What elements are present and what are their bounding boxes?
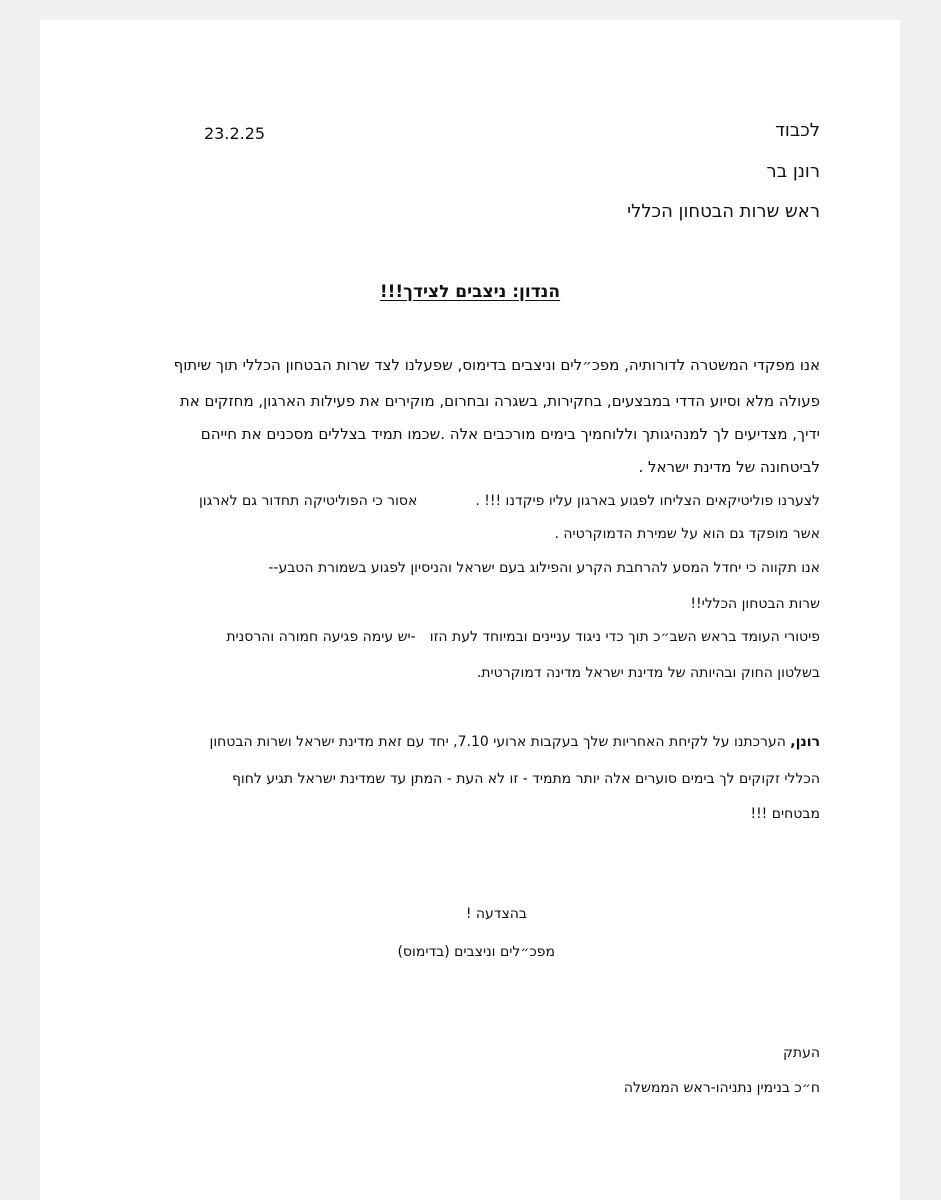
addressee-name: רונן, — [790, 734, 820, 750]
closing: בהצדעה ! — [465, 906, 527, 922]
body-line: ידיך, מצדיעים לך למנהיגותך וללוחמיך בימים מורכבים אלה .שכמו תמיד בצללים מסכנים את חייהם — [200, 425, 820, 443]
body-line: אשר מופקד גם הוא על שמירת הדמוקרטיה . — [554, 526, 820, 542]
cc-recipient: ח״כ בנימין נתניהו-ראש הממשלה — [623, 1080, 820, 1096]
body-line: אנו מפקדי המשטרה לדורותיה, מפכ״לים וניצבים בדימוס, שפעלנו לצד שרות הבטחון הכללי תוך שיתוף — [173, 356, 820, 374]
letter-subject — [40, 282, 900, 302]
letter-page — [40, 20, 900, 1200]
letter-subject-text: הנדון: ניצבים לצידך!!! — [379, 282, 561, 302]
body-line — [210, 734, 820, 750]
body-fragment: הערכתנו על לקיחת האחריות שלך בעקבות ארועי 7.10, יחד עם זאת מדינת ישראל ושרות הבטחון — [209, 734, 791, 750]
body-fragment: אסור כי הפוליטיקה תחדור גם לארגון — [198, 493, 418, 509]
signature: מפכ״לים וניצבים (בדימוס) — [397, 944, 555, 960]
body-line: שרות הבטחון הכללי!! — [690, 596, 820, 612]
body-fragment: -יש עימה פגיעה חמורה והרסנית — [226, 629, 416, 645]
body-line — [199, 493, 820, 509]
body-line: הכללי זקוקים לך בימים סוערים אלה יותר מתמיד - זו לא העת - המתן עד שמדינת ישראל תגיע לחוף — [231, 771, 820, 787]
letter-date: 23.2.25 — [204, 124, 266, 143]
recipient-name: רונן בר — [766, 161, 820, 182]
body-line — [226, 629, 820, 645]
body-line: לביטחונה של מדינת ישראל . — [638, 458, 820, 476]
body-line: בשלטון החוק ובהיותה של מדינת ישראל מדינה דמוקרטית. — [476, 665, 820, 681]
body-line: מבטחים !!! — [750, 806, 820, 822]
body-line: פעולה מלא וסיוע הדדי במבצעים, בחקירות, בשגרה ובחרום, מוקירים את פעילות הארגון, מחזקים את — [179, 392, 820, 410]
body-fragment: לצערנו פוליטיקאים הצליחו לפגוע בארגון עליו פיקדנו !!! . — [475, 493, 820, 509]
cc-label: העתק — [782, 1045, 820, 1061]
body-fragment: פיטורי העומד בראש השב״כ תוך כדי ניגוד עניינים ובמיוחד לעת הזו — [429, 629, 820, 645]
body-line: אנו תקווה כי יחדל המסע להרחבת הקרע והפילוג בעם ישראל והניסיון לפגוע בשמורת הטבע-- — [268, 560, 820, 576]
salutation: לכבוד — [775, 120, 820, 141]
recipient-title: ראש שרות הבטחון הכללי — [627, 201, 820, 222]
